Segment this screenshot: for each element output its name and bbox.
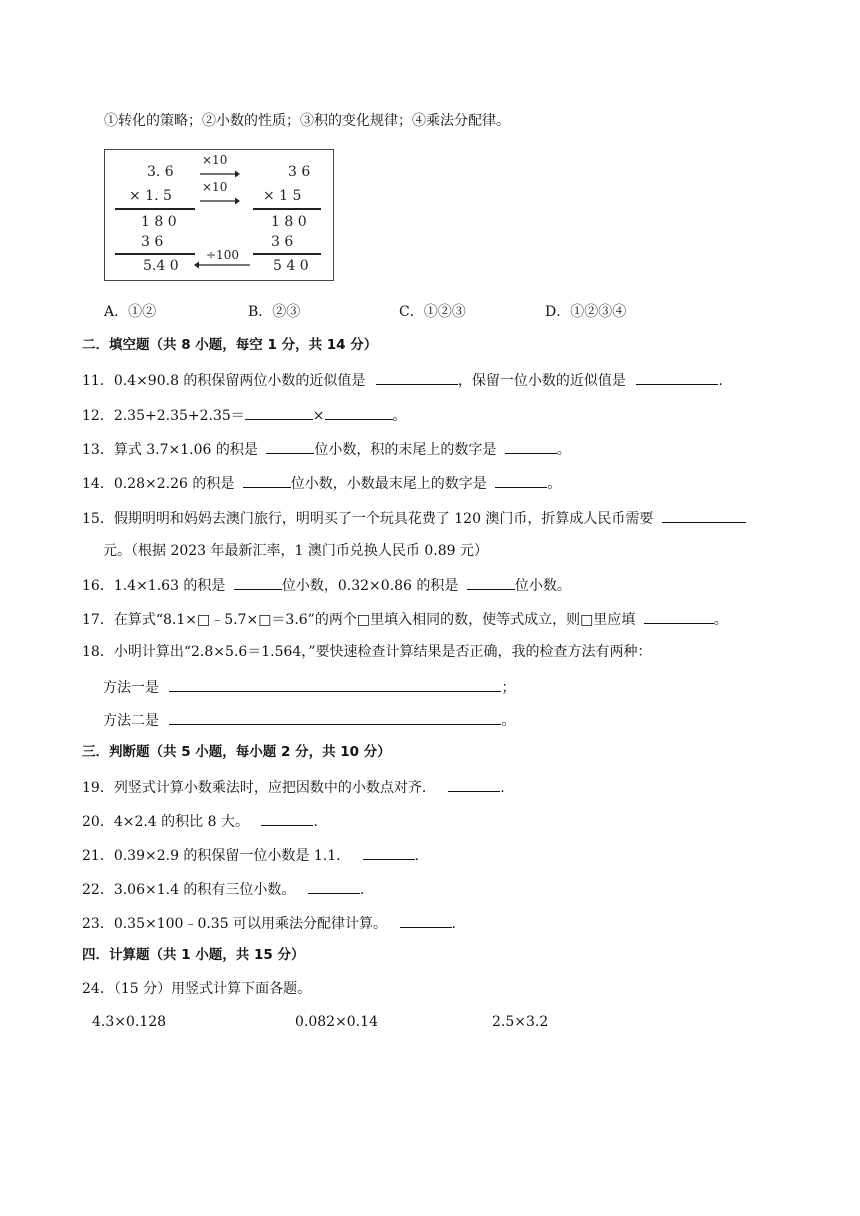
question-14: 14．0.28×2.26 的积是 位小数，小数最末尾上的数字是 。 [82, 472, 561, 494]
fig-left-mult: × 1. 5 [129, 188, 172, 204]
question-24: 24．（15 分）用竖式计算下面各题。 [82, 981, 312, 997]
choice-d[interactable]: D．①②③④ [545, 304, 627, 320]
choice-a[interactable]: A．①② [104, 304, 157, 320]
fig-arrow2-label: ×10 [202, 180, 228, 194]
calc-item-2: 0.082×0.14 [295, 1014, 378, 1030]
vertical-multiplication-figure [104, 149, 334, 281]
choice-b[interactable]: B．②③ [248, 304, 301, 320]
fig-left-partial-2: 3 6 [141, 234, 164, 250]
right-arrow-icon [199, 170, 241, 178]
section-heading-true-false: 三．判断题（共 5 小题，每小题 2 分，共 10 分） [82, 744, 391, 760]
fig-left-result: 5.4 0 [143, 258, 179, 274]
left-arrow-icon [193, 261, 251, 269]
answer-blank[interactable] [448, 776, 500, 792]
question-17: 17．在算式“8.1×□﹣5.7×□＝3.6”的两个□里填入相同的数，使等式成立，则□里应填 。 [82, 608, 728, 630]
answer-blank[interactable] [308, 878, 360, 894]
answer-blank[interactable] [644, 608, 714, 624]
choice-c[interactable]: C．①②③ [399, 304, 466, 320]
answer-blank[interactable] [636, 369, 718, 385]
question-12: 12．2.35+2.35+2.35＝ × 。 [82, 404, 407, 426]
calc-item-1: 4.3×0.128 [92, 1014, 167, 1030]
answer-blank[interactable] [169, 709, 501, 725]
q10-statement-list: ①转化的策略；②小数的性质；③积的变化规律；④乘法分配律。 [104, 113, 510, 129]
question-11: 11．0.4×90.8 的积保留两位小数的近似值是 ，保留一位小数的近似值是 . [82, 369, 723, 391]
answer-blank[interactable] [261, 810, 313, 826]
question-19: 19．列竖式计算小数乘法时，应把因数中的小数点对齐． . [82, 776, 505, 798]
fig-right-top: 3 6 [288, 164, 311, 180]
right-arrow-icon [199, 197, 241, 205]
fig-arrow1-label: ×10 [202, 153, 228, 167]
question-15-continued: 元。（根据 2023 年最新汇率，1 澳门币兑换人民币 0.89 元） [103, 543, 488, 559]
answer-blank[interactable] [363, 844, 415, 860]
question-15: 15．假期明明和妈妈去澳门旅行，明明买了一个玩具花费了 120 澳门币，折算成人民币需要 [82, 507, 746, 529]
answer-blank[interactable] [495, 472, 547, 488]
question-18-method-1: 方法一是 ； [103, 676, 515, 698]
fig-right-partial-2: 3 6 [271, 234, 294, 250]
question-18: 18．小明计算出“2.8×5.6＝1.564，”要快速检查计算结果是否正确，我的检查方法有两种： [82, 644, 652, 660]
question-21: 21．0.39×2.9 的积保留一位小数是 1.1． . [82, 844, 419, 866]
question-13: 13．算式 3.7×1.06 的积是 位小数，积的末尾上的数字是 。 [82, 438, 571, 460]
fig-right-rule-2 [253, 253, 321, 255]
fig-right-partial-1: 1 8 0 [271, 214, 307, 230]
question-20: 20．4×2.4 的积比 8 大。 . [82, 810, 318, 832]
answer-blank[interactable] [266, 438, 314, 454]
question-16: 16．1.4×1.63 的积是 位小数，0.32×0.86 的积是 位小数。 [82, 574, 571, 596]
section-heading-fill-in: 二．填空题（共 8 小题，每空 1 分，共 14 分） [82, 337, 378, 353]
fig-left-top: 3. 6 [147, 164, 174, 180]
section-heading-calculation: 四．计算题（共 1 小题，共 15 分） [82, 947, 305, 963]
fig-arrow3-label: ÷100 [206, 248, 239, 262]
fig-left-rule-2 [115, 253, 195, 255]
fig-right-rule-1 [253, 208, 321, 210]
answer-blank[interactable] [243, 472, 291, 488]
answer-blank[interactable] [234, 574, 282, 590]
fig-right-result: 5 4 0 [273, 258, 309, 274]
fig-left-partial-1: 1 8 0 [141, 214, 177, 230]
answer-blank[interactable] [467, 574, 515, 590]
answer-blank[interactable] [400, 912, 452, 928]
question-18-method-2: 方法二是 。 [103, 709, 515, 731]
answer-blank[interactable] [325, 404, 393, 420]
fig-left-rule-1 [115, 208, 195, 210]
question-22: 22．3.06×1.4 的积有三位小数。 . [82, 878, 364, 900]
answer-blank[interactable] [169, 676, 501, 692]
calc-item-3: 2.5×3.2 [492, 1014, 549, 1030]
answer-blank[interactable] [662, 507, 746, 523]
fig-right-mult: × 1 5 [263, 188, 302, 204]
answer-blank[interactable] [376, 369, 458, 385]
question-23: 23．0.35×100﹣0.35 可以用乘法分配律计算。 . [82, 912, 456, 934]
answer-blank[interactable] [505, 438, 557, 454]
answer-blank[interactable] [245, 404, 313, 420]
